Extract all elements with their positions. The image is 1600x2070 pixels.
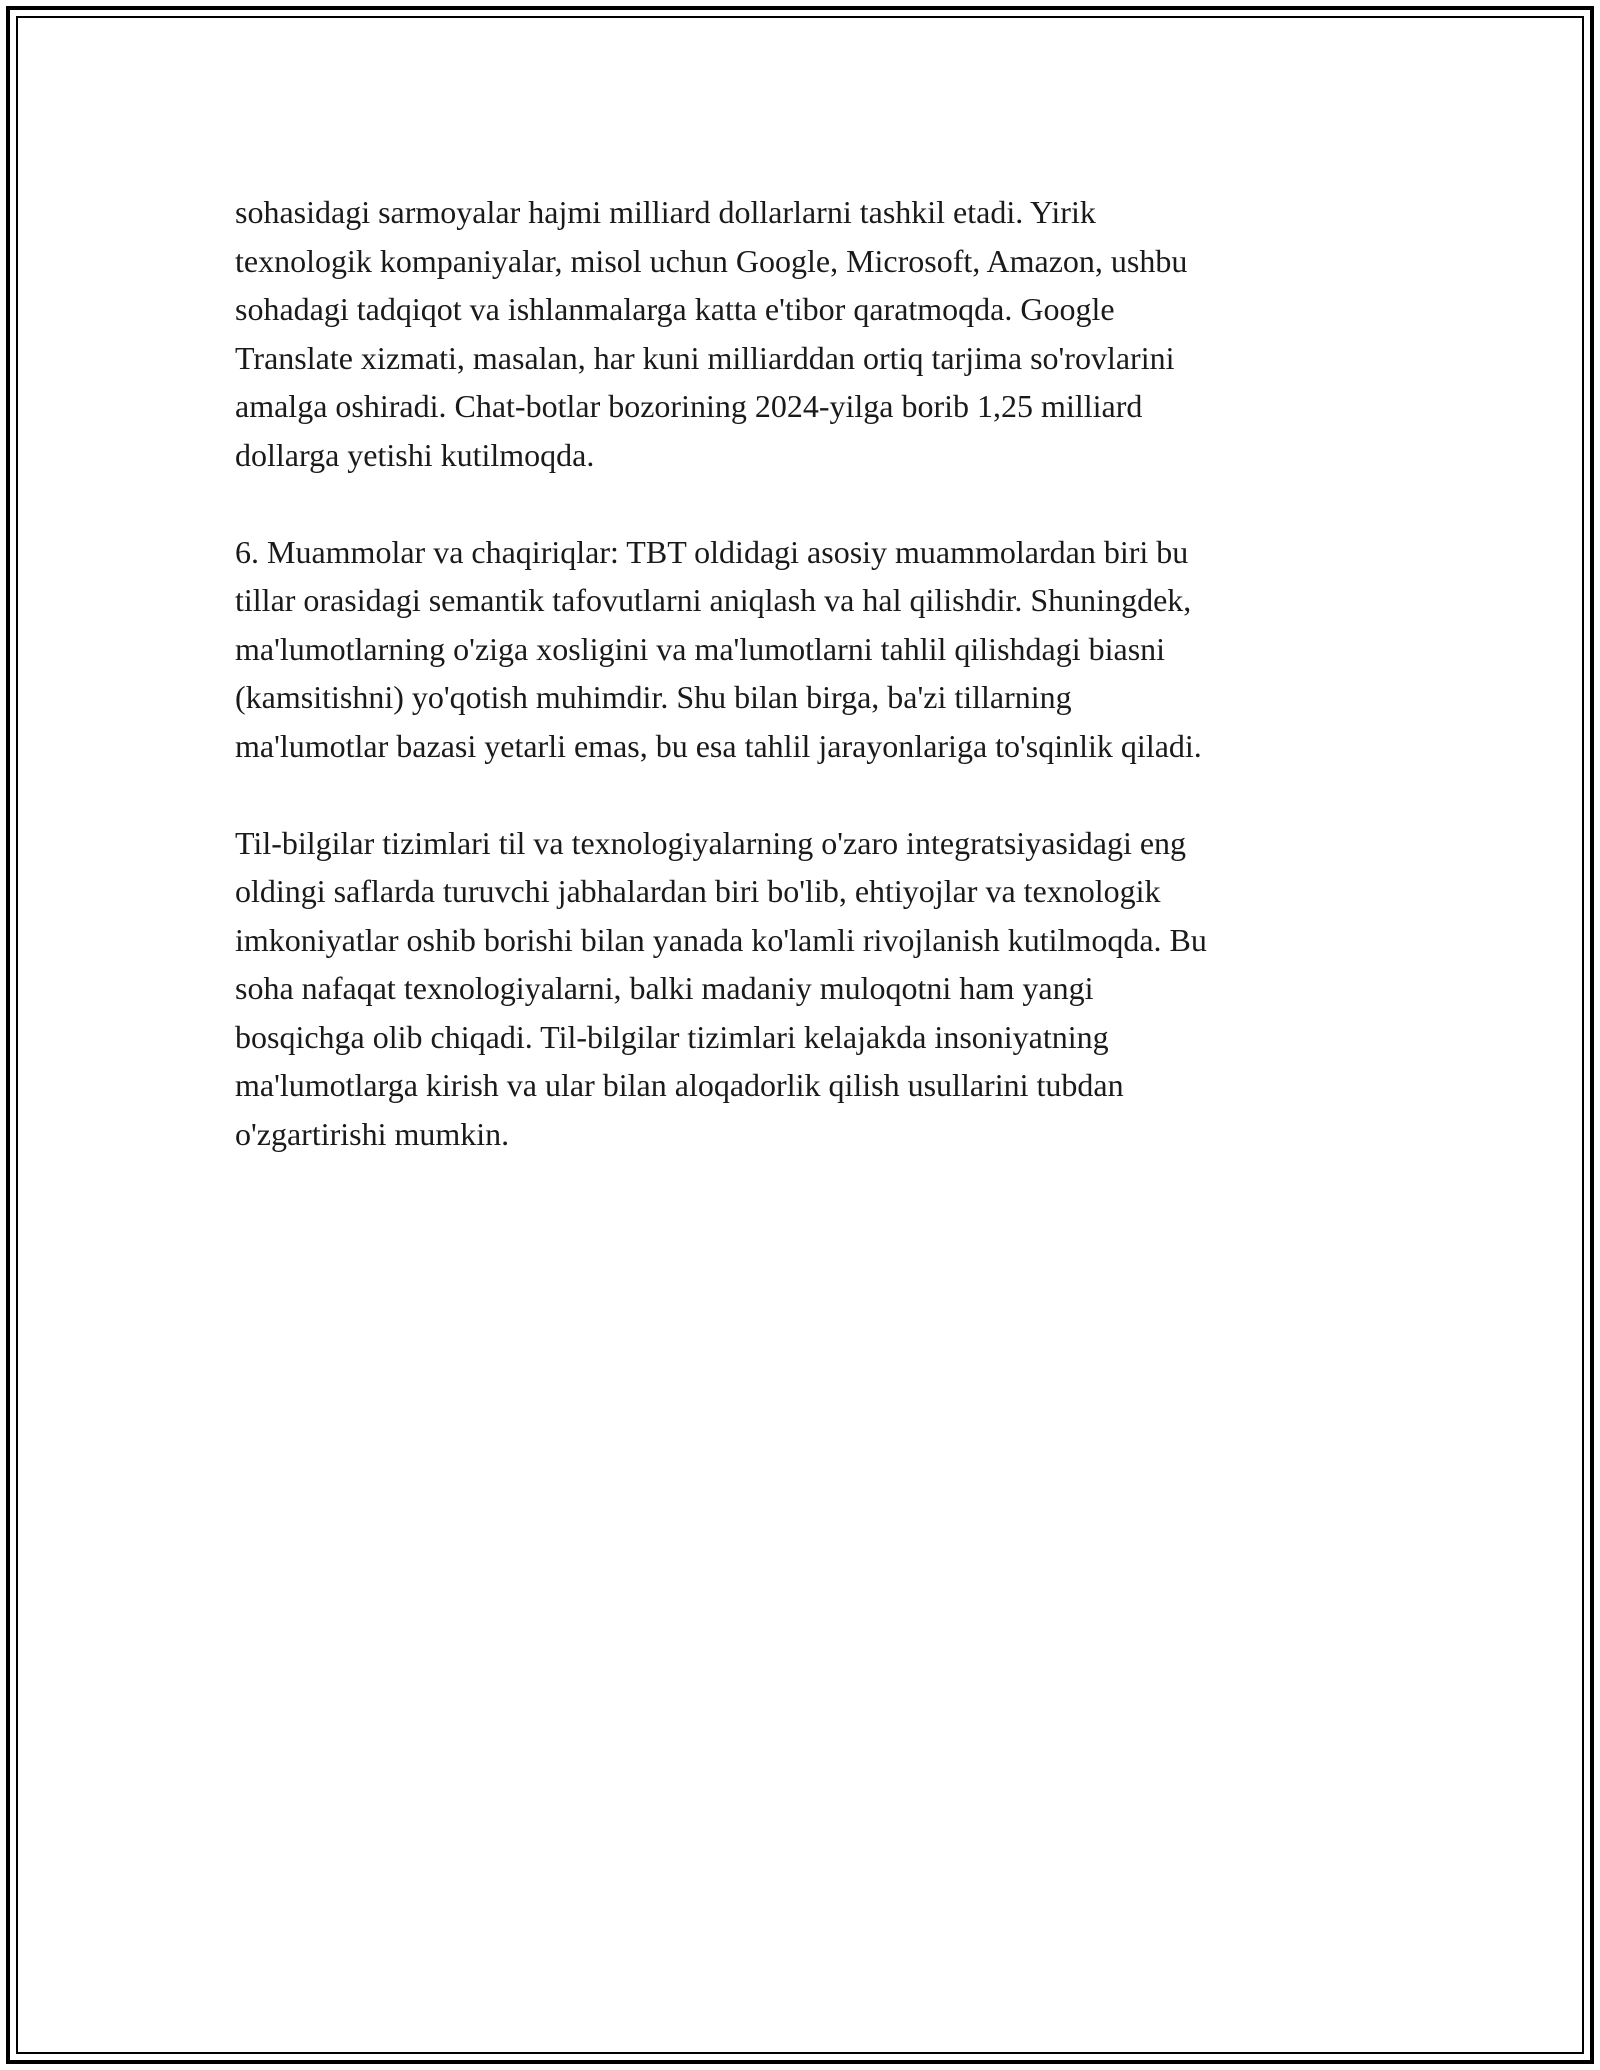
paragraph-investment: sohasidagi sarmoyalar hajmi milliard dollarlarni tashkil etadi. Yirik texnologik kompaniyalar, misol uchun Google, Microsoft, Amazon, ushbu sohadagi tadqiqot va ishlanmalarga katta e'tibor qaratmoqda. Google Translate xizmati, masalan, har kuni milliarddan ortiq tarjima so'rovlarini amalga oshiradi. Chat-botlar bozorining 2024-yilga borib 1,25 milliard dollarga yetishi kutilmoqda. xyxy=(235,194,1188,473)
document-body xyxy=(235,188,1365,1207)
paragraph-problems-challenges: 6. Muammolar va chaqiriqlar: TBT oldidagi asosiy muammolardan biri bu tillar orasidagi semantik tafovutlarni aniqlash va hal qilishdir. Shuningdek, ma'lumotlarning o'ziga xosligini va ma'lumotlarni tahlil qilishdagi biasni (kamsitishni) yo'qotish muhimdir. Shu bilan birga, ba'zi tillarning ma'lumotlar bazasi yetarli emas, bu esa tahlil jarayonlariga to'sqinlik qiladi. xyxy=(235,533,1202,764)
paragraph-conclusion: Til-bilgilar tizimlari til va texnologiyalarning o'zaro integratsiyasidagi eng oldingi saflarda turuvchi jabhalardan biri bo'lib, ehtiyojlar va texnologik imkoniyatlar oshib borishi bilan yanada ko'lamli rivojlanish kutilmoqda. Bu soha nafaqat texnologiyalarni, balki madaniy muloqotni ham yangi bosqichga olib chiqadi. Til-bilgilar tizimlari kelajakda insoniyatning ma'lumotlarga kirish va ular bilan aloqadorlik qilish usullarini tubdan o'zgartirishi mumkin. xyxy=(235,824,1207,1152)
